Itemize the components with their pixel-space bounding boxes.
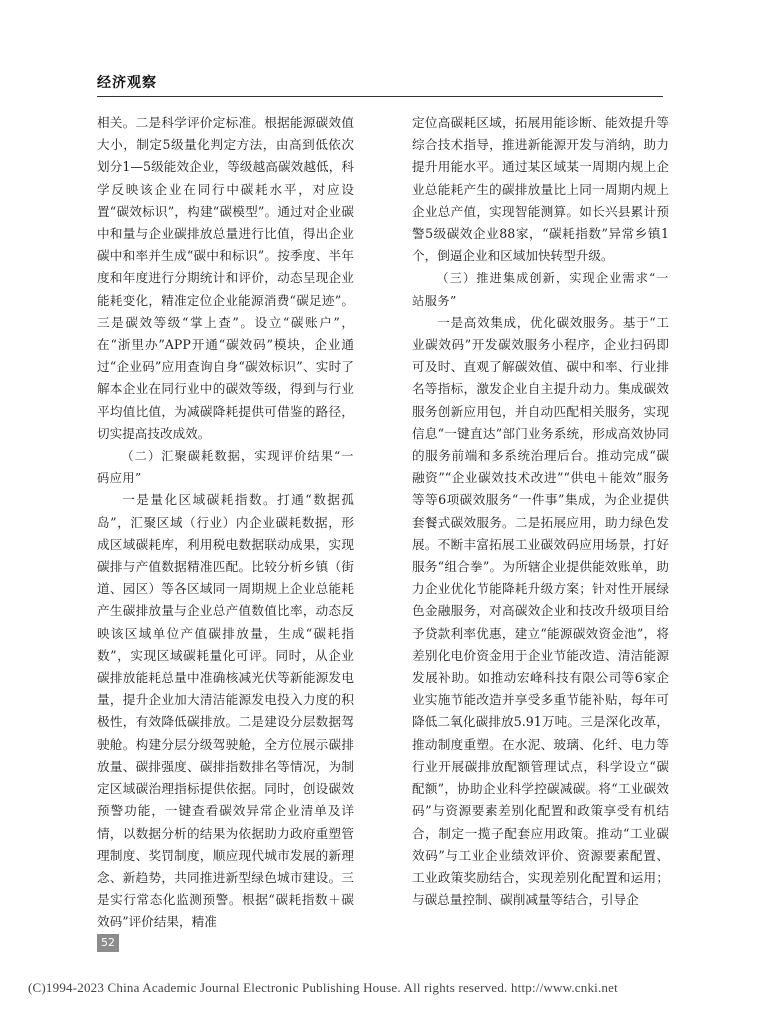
header-divider xyxy=(97,96,663,97)
paragraph-region-carbon-index: 一是量化区域碳耗指数。打通“数据孤岛”，汇聚区域（行业）内企业碳耗数据，形成区域碳耗库，利用税电数据联动成果，实现碳排与产值数据精准匹配。比较分析乡镇（街道、园区）等各区域同一周期规上企业总能耗产生碳排放量与企业总产值数值比率，动态反映该区域单位产值碳排放量，生成“碳耗指数”，实现区域碳耗量化可评。同时，从企业碳排放能耗总量中准确核减光伏等新能源发电量，提升企业加大清洁能源发电投入力度的积极性，有效降低碳排放。二是建设分层数据驾驶舱。构建分层分级驾驶舱，全方位展示碳排放量、碳排强度、碳排指数排名等情况，为制定区域碳治理指标提供依据。同时，创设碳效预警功能，一键查看碳效异常企业清单及详情，以数据分析的结果为依据助力政府重塑管理制度、奖罚制度，顺应现代城市发展的新理念、新趋势，共同推进新型绿色城市建设。三是实行常态化监测预警。根据“碳耗指数＋碳效码”评价结果，精准 xyxy=(97,492,354,930)
paragraph-high-carbon-region: 定位高碳耗区域，拓展用能诊断、能效提升等综合技术指导，推进新能源开发与消纳，助力提升用能水平。通过某区域某一周期内规上企业总能耗产生的碳排放量比上同一周期内规上企业总产值，实现智能测算。如长兴县累计预警5级碳效企业88家，“碳耗指数”异常乡镇1个，倒逼企业和区域加快转型升级。 xyxy=(412,115,669,264)
subheading-carbon-data: （二）汇聚碳耗数据，实现评价结果“一码应用” xyxy=(97,449,354,486)
paragraph-carbon-services: 一是高效集成，优化碳效服务。基于“工业碳效码”开发碳效服务小程序，企业扫码即可及时、直观了解碳效值、碳中和率、行业排名等指标，激发企业自主提升动力。集成碳效服务创新应用包，并自动匹配相关服务，实现信息“一键直达”部门业务系统，形成高效协同的服务前端和多系统治理后台。推动完成“碳融资”“企业碳效技术改进”“供电＋能效”服务等等6项碳效服务“一件事”集成，为企业提供套餐式碳效服务。二是拓展应用，助力绿色发展。不断丰富拓展工业碳效码应用场景，打好服务“组合拳”。为所辖企业提供能效账单，助力企业优化节能降耗升级方案；针对性开展绿色金融服务，对高碳效企业和技改升级项目给予贷款利率优惠，建立“能源碳效资金池”，将差别化电价资金用于企业节能改造、清洁能源发展补助。如推动宏峰科技有限公司等6家企业实施节能改造并享受多重节能补贴，每年可降低二氧化碳排放5.91万吨。三是深化改革，推动制度重塑。在水泥、玻璃、化纤、电力等行业开展碳排放配额管理试点，科学设立“碳配额”，协助企业科学控碳减碳。将“工业碳效码”与资源要素差别化配置和政策享受有机结合，制定一揽子配套应用政策。推动“工业碳效码”与工业企业绩效评价、资源要素配置、工业政策奖励结合，实现差别化配置和运用；与碳总量控制、碳削减量等结合，引导企 xyxy=(412,314,669,908)
page-number: 52 xyxy=(97,934,119,952)
journal-section-title: 经济观察 xyxy=(97,75,157,91)
subheading-integrated-innovation: （三）推进集成创新，实现企业需求“一站服务” xyxy=(412,271,669,308)
copyright-footer: (C)1994-2023 China Academic Journal Electronic Publishing House. All rights reserved. http://www.cnki.net xyxy=(28,980,618,995)
left-column xyxy=(97,112,354,934)
right-column xyxy=(412,112,669,911)
paragraph-carbon-evaluation: 相关。二是科学评价定标准。根据能源碳效值大小，制定5级量化判定方法，由高到低依次划分1—5级能效企业，等级越高碳效越低，科学反映该企业在同行中碳耗水平，对应设置“碳效标识”，构建“碳模型”。通过对企业碳中和量与企业碳排放总量进行比值，得出企业碳中和率并生成“碳中和标识”。按季度、半年度和年度进行分期统计和评价，动态呈现企业能耗变化，精准定位企业能源消费“碳足迹”。三是碳效等级“掌上查”。设立“碳账户”，在“浙里办”APP开通“碳效码”模块，企业通过“企业码”应用查询自身“碳效标识”、实时了解本企业在同行业中的碳效等级，得到与行业平均值比值，为减碳降耗提供可借鉴的路径，切实提高技改成效。 xyxy=(97,115,354,441)
